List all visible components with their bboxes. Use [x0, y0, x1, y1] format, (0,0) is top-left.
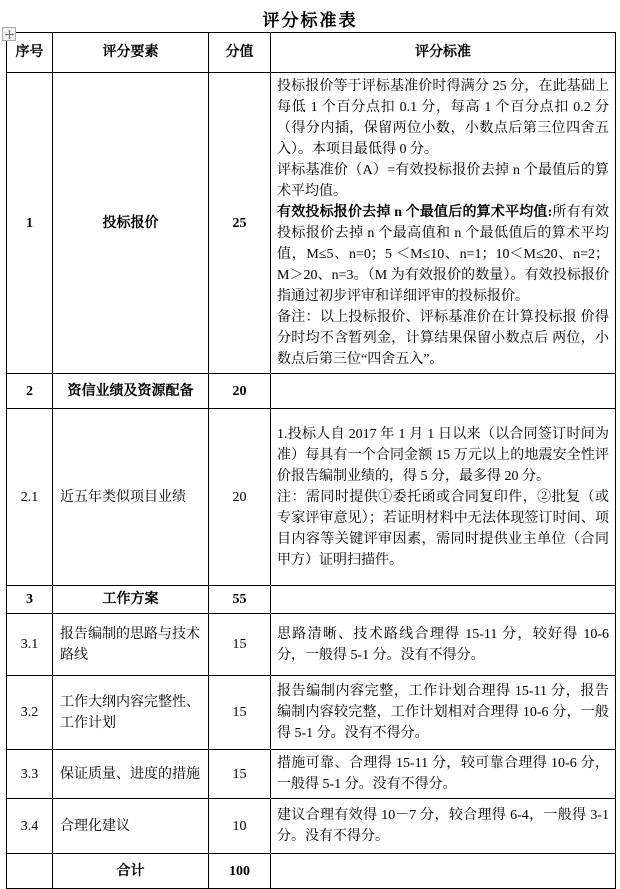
standard-paragraph	[277, 202, 609, 307]
cell-standard: 报告编制内容完整，工作计划合理得 15-11 分，报告编制内容较完整，工作计划相对合理得 10-6 分，一般得 5-1 分。没有不得分。	[271, 676, 616, 750]
table-row-1	[7, 73, 616, 374]
cell-standard	[271, 586, 616, 614]
table-row-3-3	[7, 750, 616, 799]
cell-factor: 工作大纲内容完整性、工作计划	[53, 676, 209, 750]
table-move-handle[interactable]	[2, 27, 16, 41]
move-arrows-icon	[5, 30, 14, 39]
cell-standard	[271, 409, 616, 586]
standard-paragraph: 投标报价等于评标基准价时得满分 25 分，在此基础上每低 1 个百分点扣 0.1 分，每高 1 个百分点扣 0.2 分（得分内插，保留两位小数，小数点后第三位四舍五入）。本项目最低得 0 分。	[277, 79, 609, 157]
cell-factor: 报告编制的思路与技术路线	[53, 614, 209, 676]
cell-factor: 工作方案	[53, 586, 209, 614]
table-row-2-1	[7, 409, 616, 586]
standard-paragraph: 注：需同时提供①委托函或合同复印件，②批复（或专家评审意见）；若证明材料中无法体现签订时间、项目内容等关键评审因素，需同时提供业主单位（合同甲方）证明扫描件。	[277, 489, 609, 568]
cell-no: 2	[7, 374, 53, 409]
cell-score: 15	[209, 614, 271, 676]
standard-paragraph: 评标基准价（A）=有效投标报价去掉 n 个最值后的算术平均值。	[277, 163, 609, 199]
cell-score: 20	[209, 409, 271, 586]
cell-no	[7, 854, 53, 889]
cell-score-total: 100	[209, 854, 271, 889]
cell-score: 10	[209, 799, 271, 854]
cell-standard: 建议合理有效得 10－7 分，较合理得 6-4，一般得 3-1 分。没有不得分。	[271, 799, 616, 854]
header-score: 分值	[209, 33, 271, 73]
table-row-3-1	[7, 614, 616, 676]
table-row-3-4	[7, 799, 616, 854]
page-title: 评分标准表	[262, 11, 358, 30]
cell-factor: 资信业绩及资源配备	[53, 374, 209, 409]
cell-no: 3.1	[7, 614, 53, 676]
cell-standard	[271, 854, 616, 889]
cell-standard: 措施可靠、合理得 15-11 分，较可靠合理得 10-6 分，一般得 5-1 分。没有不得分。	[271, 750, 616, 799]
standard-paragraph: 备注：以上投标报价、评标基准价在计算投标报 价得分时均不含暂列金，计算结果保留小数点后 两位，小数点后第三位“四舍五入”。	[277, 310, 609, 367]
cell-score: 20	[209, 374, 271, 409]
standard-bold-lead: 有效投标报价去掉 n 个最值后的算术平均值:	[277, 205, 553, 220]
table-row-3	[7, 586, 616, 614]
table-row-2	[7, 374, 616, 409]
cell-no: 3.2	[7, 676, 53, 750]
cell-no: 3.3	[7, 750, 53, 799]
standard-paragraph: 1.投标人自 2017 年 1 月 1 日以来（以合同签订时间为准）每具有一个合同金额 15 万元以上的地震安全性评价报告编制业绩的，得 5 分，最多得 20 分。	[277, 426, 609, 484]
cell-standard	[271, 73, 616, 374]
cell-score: 55	[209, 586, 271, 614]
header-no: 序号	[7, 33, 53, 73]
table-row-3-2	[7, 676, 616, 750]
cell-standard: 思路清晰、技术路线合理得 15-11 分，较好得 10-6 分，一般得 5-1 分。没有不得分。	[271, 614, 616, 676]
cell-factor: 投标报价	[53, 73, 209, 374]
standard-text: 所有有效投标报价去掉 n 个最高值和 n 个最低值后的算术平均值，M≤5、n=0；5 ＜M≤10、n=1；10＜M≤20、n=2；M＞20、n=3。（M 为有效报价的数量）。有效投标报价指通过初步评审和详细评审的投标报价。	[277, 205, 610, 304]
cell-no: 1	[7, 73, 53, 374]
cell-factor: 合理化建议	[53, 799, 209, 854]
header-standard: 评分标准	[271, 33, 616, 73]
cell-score: 15	[209, 750, 271, 799]
cell-score: 15	[209, 676, 271, 750]
cell-no: 2.1	[7, 409, 53, 586]
header-row	[7, 33, 616, 73]
cell-no: 3.4	[7, 799, 53, 854]
cell-factor: 保证质量、进度的措施	[53, 750, 209, 799]
cell-no: 3	[7, 586, 53, 614]
header-factor: 评分要素	[53, 33, 209, 73]
cell-standard	[271, 374, 616, 409]
table-row-total	[7, 854, 616, 889]
cell-factor-total: 合计	[53, 854, 209, 889]
scoring-table	[6, 32, 616, 889]
cell-factor: 近五年类似项目业绩	[53, 409, 209, 586]
cell-score: 25	[209, 73, 271, 374]
